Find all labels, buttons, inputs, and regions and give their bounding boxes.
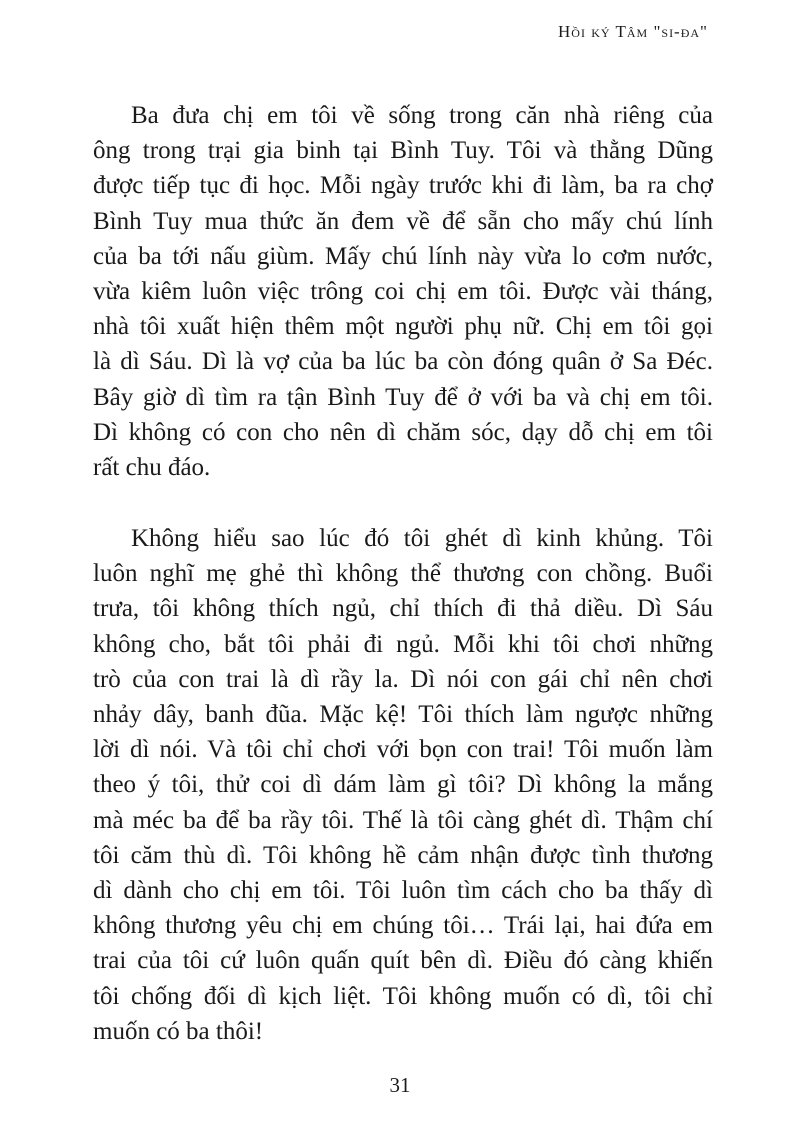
text-line: mà méc ba để ba rầy tôi. Thế là tôi càng ghét dì. Thậm chí <box>93 806 713 834</box>
text-line: theo ý tôi, thử coi dì dám làm gì tôi? Dì không la mắng <box>93 771 713 799</box>
text-line: muốn có ba thôi! <box>93 1017 264 1045</box>
text-line: là dì Sáu. Dì là vợ của ba lúc ba còn đóng quân ở Sa Đéc. <box>93 348 713 376</box>
paragraph-1 <box>93 98 713 485</box>
text-line: luôn nghĩ mẹ ghẻ thì không thể thương con chồng. Buổi <box>93 560 713 588</box>
text-line: trưa, tôi không thích ngủ, chỉ thích đi thả diều. Dì Sáu <box>93 595 713 623</box>
paragraph-2 <box>93 521 713 1049</box>
text-line: tôi căm thù dì. Tôi không hề cảm nhận được tình thương <box>93 841 713 869</box>
text-line: nhảy dây, banh đũa. Mặc kệ! Tôi thích làm ngược những <box>93 701 713 728</box>
page-number: 31 <box>389 1073 411 1097</box>
text-line: rất chu đáo. <box>93 453 211 481</box>
text-line: không cho, bắt tôi phải đi ngủ. Mỗi khi tôi chơi những <box>93 630 713 658</box>
running-header: Hồi ký Tâm "si-đa" <box>558 22 708 41</box>
text-line: Ba đưa chị em tôi về sống trong căn nhà riêng của <box>131 102 713 129</box>
body-text <box>93 98 713 1049</box>
text-line: trai của tôi cứ luôn quấn quít bên dì. Điều đó càng khiến <box>93 947 713 975</box>
text-line: Không hiểu sao lúc đó tôi ghét dì kinh khủng. Tôi <box>131 525 713 553</box>
text-line: lời dì nói. Và tôi chỉ chơi với bọn con trai! Tôi muốn làm <box>93 736 713 764</box>
text-line: trò của con trai là dì rầy la. Dì nói con gái chỉ nên chơi <box>93 665 713 693</box>
text-line: Bây giờ dì tìm ra tận Bình Tuy để ở với ba và chị em tôi. <box>93 383 713 411</box>
text-line: được tiếp tục đi học. Mỗi ngày trước khi đi làm, ba ra chợ <box>93 172 713 200</box>
text-line: tôi chống đối dì kịch liệt. Tôi không muốn có dì, tôi chỉ <box>93 982 713 1010</box>
text-line: ông trong trại gia binh tại Bình Tuy. Tôi và thằng Dũng <box>93 137 713 165</box>
text-line: của ba tới nấu giùm. Mấy chú lính này vừa lo cơm nước, <box>93 242 713 270</box>
text-line: Bình Tuy mua thức ăn đem về để sẵn cho mấy chú lính <box>93 207 713 235</box>
text-line: Dì không có con cho nên dì chăm sóc, dạy dỗ chị em tôi <box>93 418 713 446</box>
text-line: vừa kiêm luôn việc trông coi chị em tôi. Được vài tháng, <box>93 277 713 305</box>
paragraph-gap <box>93 485 713 521</box>
text-line: không thương yêu chị em chúng tôi… Trái lại, hai đứa em <box>93 912 713 940</box>
text-line: nhà tôi xuất hiện thêm một người phụ nữ. Chị em tôi gọi <box>93 313 713 341</box>
text-line: dì dành cho chị em tôi. Tôi luôn tìm cách cho ba thấy dì <box>93 876 713 904</box>
